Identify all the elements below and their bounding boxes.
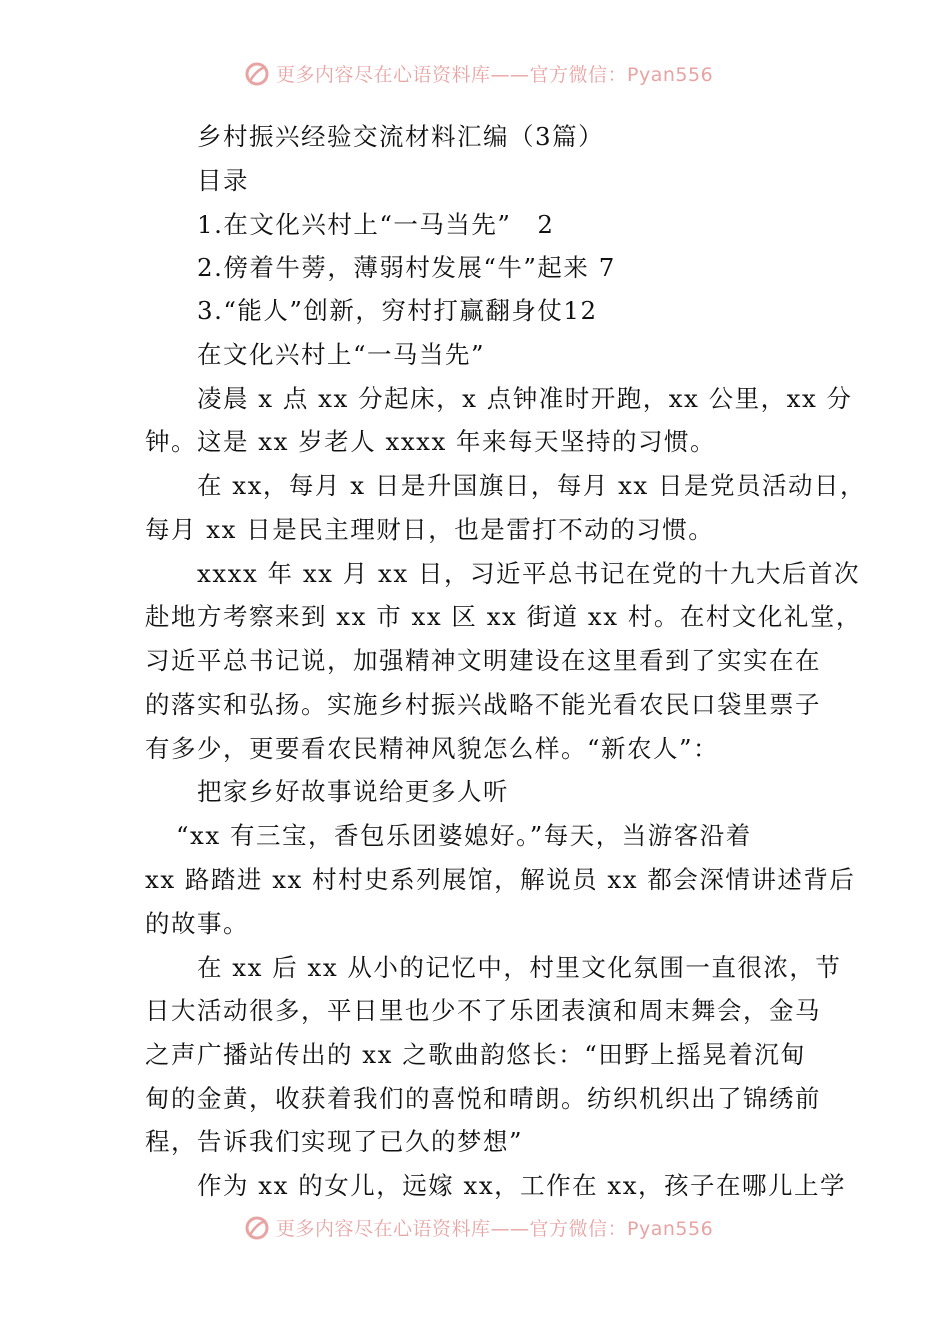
paragraph-line: xxxx 年 xx 月 xx 日，习近平总书记在党的十九大后首次 (197, 559, 860, 588)
paragraph-line: xx 路踏进 xx 村村史系列展馆，解说员 xx 都会深情讲述背后 (145, 865, 856, 894)
paragraph-line: 有多少，更要看农民精神风貌怎么样。“新农人”： (145, 734, 720, 763)
watermark-logo-icon (244, 1215, 270, 1241)
paragraph-line: “xx 有三宝，香包乐团婆媳好。”每天，当游客沿着 (176, 821, 752, 850)
paragraph-line: 的故事。 (145, 909, 249, 938)
watermark-banner-top (0, 52, 950, 92)
toc-heading: 目录 (197, 166, 249, 195)
paragraph-line: 甸的金黄，收获着我们的喜悦和晴朗。纺织机织出了锦绣前 (145, 1084, 821, 1113)
section-subheading: 把家乡好故事说给更多人听 (197, 777, 509, 806)
paragraph-line: 在 xx，每月 x 日是升国旗日，每月 xx 日是党员活动日， (197, 471, 867, 500)
paragraph-line: 钟。这是 xx 岁老人 xxxx 年来每天坚持的习惯。 (145, 427, 717, 456)
article-heading: 在文化兴村上“一马当先” (197, 340, 486, 369)
toc-item: 3.“能人”创新，穷村打赢翻身仗12 (197, 296, 598, 325)
watermark-logo-icon (244, 61, 270, 87)
toc-item: 1.在文化兴村上“一马当先” 2 (197, 210, 555, 239)
paragraph-line: 作为 xx 的女儿，远嫁 xx，工作在 xx，孩子在哪儿上学 (197, 1171, 847, 1200)
paragraph-line: 赴地方考察来到 xx 市 xx 区 xx 街道 xx 村。在村文化礼堂， (145, 602, 862, 631)
paragraph-line: 日大活动很多，平日里也少不了乐团表演和周末舞会，金马 (145, 996, 821, 1025)
paragraph-line: 在 xx 后 xx 从小的记忆中，村里文化氛围一直很浓，节 (197, 953, 842, 982)
paragraph-line: 的落实和弘扬。实施乡村振兴战略不能光看农民口袋里票子 (145, 690, 821, 719)
toc-item: 2.傍着牛蒡，薄弱村发展“牛”起来 7 (197, 253, 616, 282)
paragraph-line: 习近平总书记说，加强精神文明建设在这里看到了实实在在 (145, 646, 821, 675)
watermark-banner-bottom (0, 1206, 950, 1246)
watermark-text: 更多内容尽在心语资料库——官方微信：Pyan556 (276, 1218, 714, 1240)
paragraph-line: 凌晨 x 点 xx 分起床，x 点钟准时开跑，xx 公里，xx 分 (197, 384, 853, 413)
watermark-text: 更多内容尽在心语资料库——官方微信：Pyan556 (276, 64, 714, 86)
document-title: 乡村振兴经验交流材料汇编（3篇） (197, 122, 605, 151)
paragraph-line: 之声广播站传出的 xx 之歌曲韵悠长：“田野上摇晃着沉甸 (145, 1040, 807, 1069)
paragraph-line: 每月 xx 日是民主理财日，也是雷打不动的习惯。 (145, 515, 715, 544)
paragraph-line: 程，告诉我们实现了已久的梦想” (145, 1127, 524, 1156)
